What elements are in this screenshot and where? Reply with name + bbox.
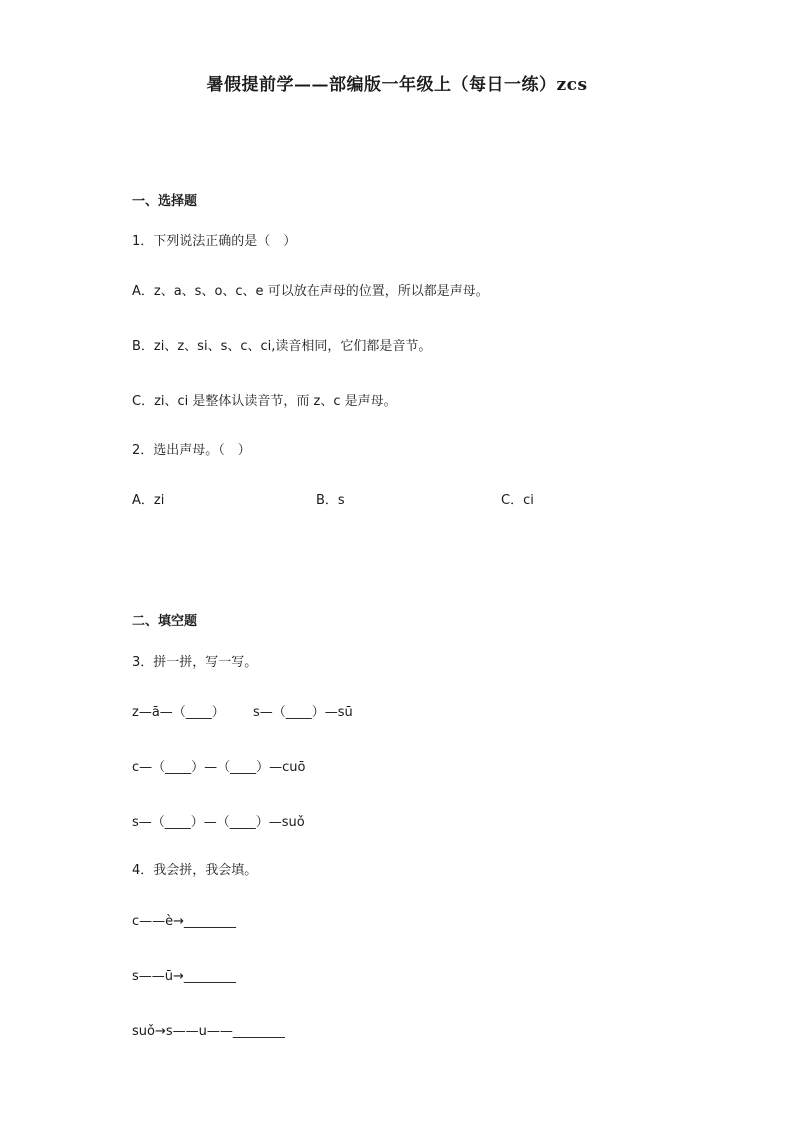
question-3-row-3: s—（____）—（____）—suǒ bbox=[132, 815, 305, 830]
question-2-option-a: A．zi bbox=[132, 493, 165, 508]
page-title: 暑假提前学——部编版一年级上（每日一练）zcs bbox=[206, 75, 588, 95]
question-3-row-1a: z—ā—（____） bbox=[132, 705, 225, 720]
question-3-row-2: c—（____）—（____）—cuō bbox=[132, 760, 306, 775]
question-2-option-b: B．s bbox=[316, 493, 345, 508]
question-1-option-b: B．zi、z、si、s、c、ci,读音相同，它们都是音节。 bbox=[132, 339, 432, 354]
section-heading-fill: 二、填空题 bbox=[132, 614, 198, 629]
question-4-stem: 4．我会拼，我会填。 bbox=[132, 863, 258, 878]
question-4-row-1: c——è→________ bbox=[132, 914, 237, 929]
question-1-option-c: C．zi、ci 是整体认读音节，而 z、c 是声母。 bbox=[132, 394, 397, 409]
question-2-stem: 2．选出声母。（ ） bbox=[132, 443, 251, 458]
question-1-stem: 1．下列说法正确的是（ ） bbox=[132, 234, 297, 249]
question-2-option-c: C．ci bbox=[501, 493, 534, 508]
question-3-row-1b: s—（____）—sū bbox=[253, 705, 353, 720]
section-heading-choice: 一、选择题 bbox=[132, 194, 198, 209]
question-4-row-3: suǒ→s——u——________ bbox=[132, 1024, 285, 1039]
question-1-option-a: A．z、a、s、o、c、e 可以放在声母的位置，所以都是声母。 bbox=[132, 284, 489, 299]
question-4-row-2: s——ū→________ bbox=[132, 969, 236, 984]
question-3-stem: 3．拼一拼，写一写。 bbox=[132, 655, 258, 670]
